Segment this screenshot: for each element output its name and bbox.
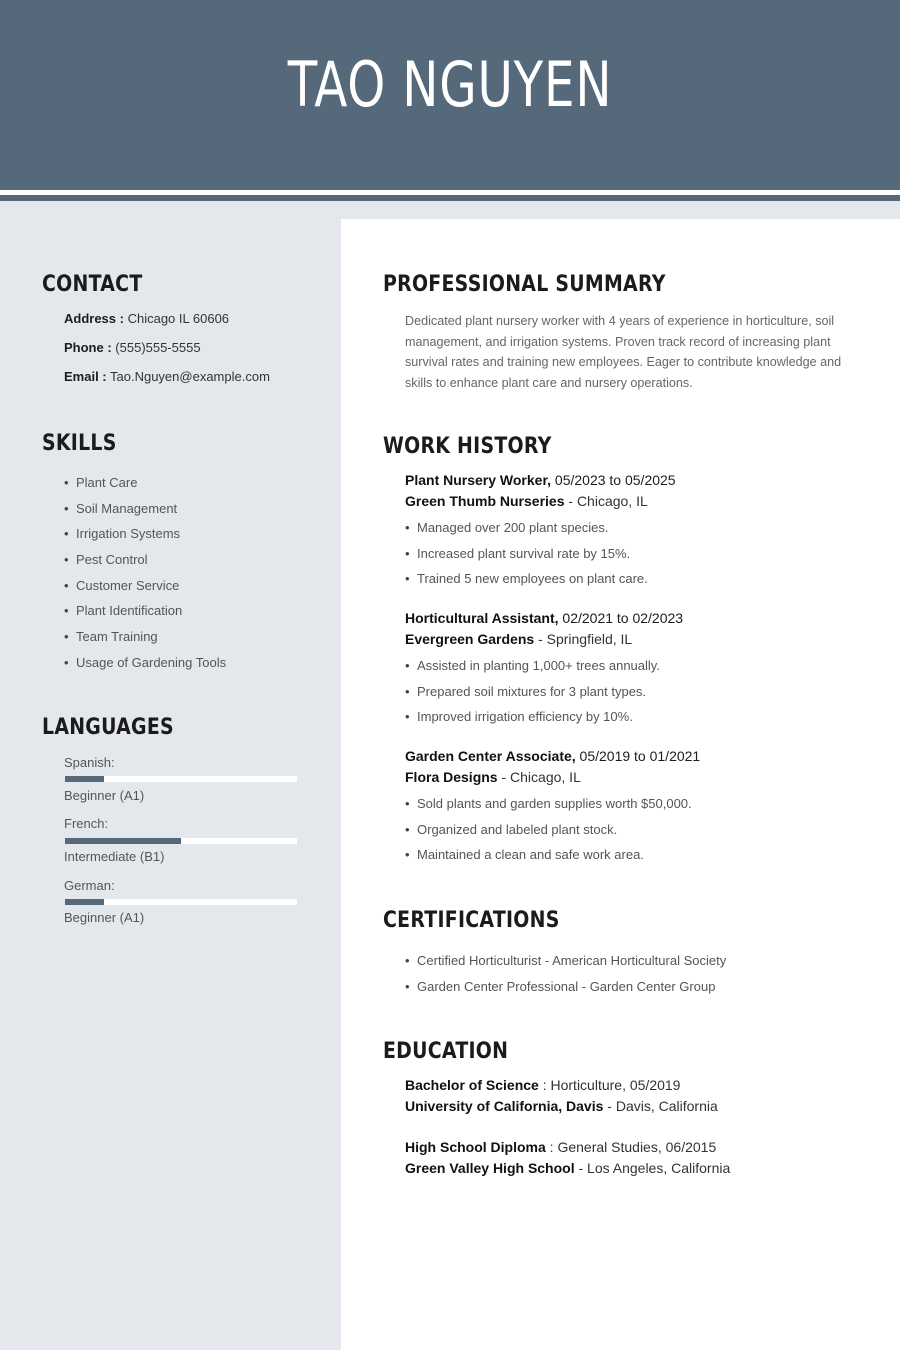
address-label: Address : — [64, 311, 124, 326]
header-divider-gap — [0, 201, 900, 219]
job-bullet: • Organized and labeled plant stock. — [405, 821, 692, 847]
contact-phone — [64, 340, 201, 355]
phone-label: Phone : — [64, 340, 112, 355]
summary-text: Dedicated plant nursery worker with 4 years of experience in horticulture, soil management, and irrigation systems. Proven track record of increasing plant survival rates and training new employees. Eager to contribute knowledge and skills to enhance plant care and nursery operations. — [405, 314, 842, 390]
certification-item: • Garden Center Professional - Garden Center Group — [405, 978, 726, 1004]
contact-address — [64, 311, 229, 326]
language-level-spanish: Beginner (A1) — [64, 788, 145, 803]
job-location: - Chicago, IL — [501, 769, 581, 785]
education-degree: Bachelor of Science — [405, 1077, 539, 1093]
job-company: Green Thumb Nurseries — [405, 493, 565, 509]
language-bar-french — [65, 838, 297, 844]
candidate-name: TAO NGUYEN — [287, 48, 613, 121]
language-name-german: German: — [64, 878, 115, 893]
certifications-list — [405, 952, 726, 1003]
job-bullet: • Managed over 200 plant species. — [405, 519, 648, 545]
language-level-french: Intermediate (B1) — [64, 849, 165, 864]
job-bullet: • Improved irrigation efficiency by 10%. — [405, 708, 660, 734]
education-school-line — [405, 1098, 718, 1114]
skill-item: • Pest Control — [64, 551, 226, 577]
skills-heading: SKILLS — [42, 431, 117, 456]
job-company: Flora Designs — [405, 769, 498, 785]
resume-header — [0, 0, 900, 190]
sidebar-panel — [0, 219, 341, 1350]
language-bar-spanish — [65, 776, 297, 782]
language-name-spanish: Spanish: — [64, 755, 115, 770]
education-degree: High School Diploma — [405, 1139, 546, 1155]
education-school-line — [405, 1160, 730, 1176]
job-bullet: • Assisted in planting 1,000+ trees annually. — [405, 657, 660, 683]
job-company-line — [405, 631, 632, 647]
email-label: Email : — [64, 369, 107, 384]
job-title-line — [405, 610, 683, 626]
email-value: Tao.Nguyen@example.com — [110, 369, 270, 384]
job-title-line — [405, 472, 676, 488]
skill-item: • Irrigation Systems — [64, 525, 226, 551]
skill-item: • Plant Identification — [64, 602, 226, 628]
skill-item: • Team Training — [64, 628, 226, 654]
job-role: Garden Center Associate, — [405, 748, 576, 764]
skill-item: • Soil Management — [64, 500, 226, 526]
job-company: Evergreen Gardens — [405, 631, 535, 647]
education-detail: : Horticulture, 05/2019 — [542, 1077, 681, 1093]
language-level-german: Beginner (A1) — [64, 910, 145, 925]
education-degree-line — [405, 1077, 680, 1093]
education-school: Green Valley High School — [405, 1160, 575, 1176]
job-title-line — [405, 748, 700, 764]
job-bullets — [405, 795, 692, 872]
job-location: - Springfield, IL — [538, 631, 633, 647]
education-location: - Los Angeles, California — [578, 1160, 731, 1176]
language-bar-fill — [65, 899, 104, 905]
job-dates: 02/2021 to 02/2023 — [562, 610, 684, 626]
language-name-french: French: — [64, 816, 109, 831]
job-bullets — [405, 519, 648, 596]
job-dates: 05/2019 to 01/2021 — [579, 748, 701, 764]
language-bar-fill — [65, 838, 181, 844]
job-company-line — [405, 769, 581, 785]
contact-email — [64, 369, 270, 384]
job-dates: 05/2023 to 05/2025 — [554, 472, 676, 488]
job-role: Horticultural Assistant, — [405, 610, 559, 626]
job-bullet: • Trained 5 new employees on plant care. — [405, 570, 648, 596]
education-degree-line — [405, 1139, 716, 1155]
job-bullet: • Increased plant survival rate by 15%. — [405, 545, 648, 571]
phone-value: (555)555-5555 — [115, 340, 201, 355]
skill-item: • Customer Service — [64, 577, 226, 603]
job-bullets — [405, 657, 660, 734]
certifications-heading: CERTIFICATIONS — [383, 908, 560, 933]
work-history-heading: WORK HISTORY — [383, 434, 552, 459]
language-bar-german — [65, 899, 297, 905]
job-company-line — [405, 493, 648, 509]
skill-item: • Usage of Gardening Tools — [64, 654, 226, 680]
language-bar-fill — [65, 776, 104, 782]
education-school: University of California, Davis — [405, 1098, 604, 1114]
education-detail: : General Studies, 06/2015 — [549, 1139, 717, 1155]
address-value: Chicago IL 60606 — [127, 311, 230, 326]
education-location: - Davis, California — [607, 1098, 718, 1114]
job-bullet: • Sold plants and garden supplies worth $50,000. — [405, 795, 692, 821]
job-bullet: • Prepared soil mixtures for 3 plant types. — [405, 683, 660, 709]
job-bullet: • Maintained a clean and safe work area. — [405, 846, 692, 872]
job-role: Plant Nursery Worker, — [405, 472, 552, 488]
skill-item: • Plant Care — [64, 474, 226, 500]
languages-heading: LANGUAGES — [42, 715, 174, 740]
education-heading: EDUCATION — [383, 1039, 509, 1064]
summary-heading: PROFESSIONAL SUMMARY — [383, 272, 666, 297]
contact-heading: CONTACT — [42, 272, 143, 297]
skills-list — [64, 474, 226, 680]
certification-item: • Certified Horticulturist - American Horticultural Society — [405, 952, 726, 978]
job-location: - Chicago, IL — [568, 493, 648, 509]
